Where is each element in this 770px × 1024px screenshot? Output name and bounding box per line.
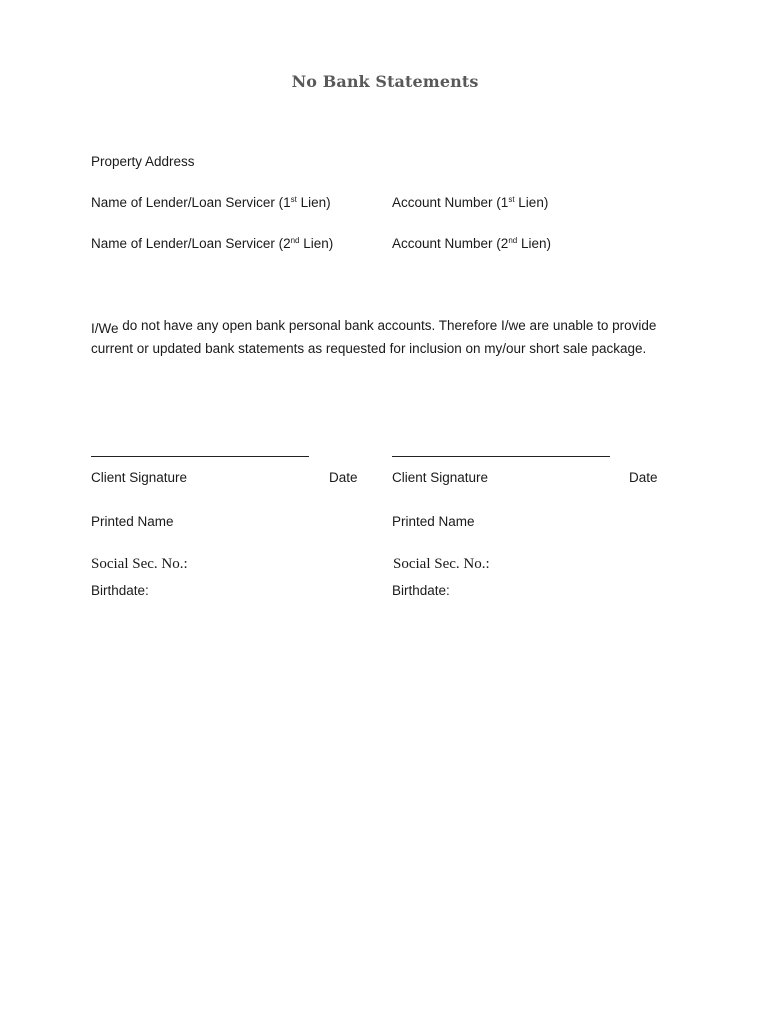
lender-2nd-suffix: Lien)	[299, 236, 334, 251]
property-address-label: Property Address	[91, 154, 195, 169]
lender-1st-sup: st	[290, 195, 297, 204]
date-label-left: Date	[329, 470, 358, 485]
ssn-label-left: Social Sec. No.:	[91, 556, 188, 572]
client-signature-label-left: Client Signature	[91, 470, 188, 485]
lender-1st-lien-label	[91, 196, 331, 210]
ssn-label-right: Social Sec. No.:	[393, 556, 490, 572]
lender-2nd-prefix: Name of Lender/Loan Servicer (2	[91, 236, 291, 251]
lender-1st-prefix: Name of Lender/Loan Servicer (1	[91, 195, 291, 210]
lender-2nd-lien-label	[91, 237, 333, 251]
statement-line-1-rest: do not have any open bank personal bank accounts. Therefore I/we are unable to provide	[122, 318, 657, 333]
account-1st-suffix: Lien)	[514, 195, 549, 210]
birthdate-label-left: Birthdate:	[91, 583, 149, 598]
statement-line-2: current or updated bank statements as requested for inclusion on my/our short sale package.	[91, 341, 647, 356]
printed-name-label-left: Printed Name	[91, 514, 174, 529]
client-signature-line-left[interactable]	[91, 456, 309, 457]
date-label-right: Date	[629, 470, 658, 485]
account-1st-lien-label	[392, 196, 548, 210]
account-2nd-lien-label	[392, 237, 551, 251]
client-signature-label-right: Client Signature	[392, 470, 489, 485]
account-1st-prefix: Account Number (1	[392, 195, 509, 210]
account-2nd-prefix: Account Number (2	[392, 236, 509, 251]
birthdate-label-right: Birthdate:	[392, 583, 450, 598]
statement-start: I/We	[91, 321, 119, 336]
account-1st-sup: st	[508, 195, 515, 204]
account-2nd-suffix: Lien)	[517, 236, 551, 251]
lender-2nd-sup: nd	[290, 236, 300, 245]
document-title: No Bank Statements	[291, 72, 479, 91]
lender-1st-suffix: Lien)	[296, 195, 331, 210]
statement-line-1	[91, 318, 691, 336]
printed-name-label-right: Printed Name	[392, 514, 475, 529]
client-signature-line-right[interactable]	[392, 456, 610, 457]
account-2nd-sup: nd	[508, 236, 518, 245]
